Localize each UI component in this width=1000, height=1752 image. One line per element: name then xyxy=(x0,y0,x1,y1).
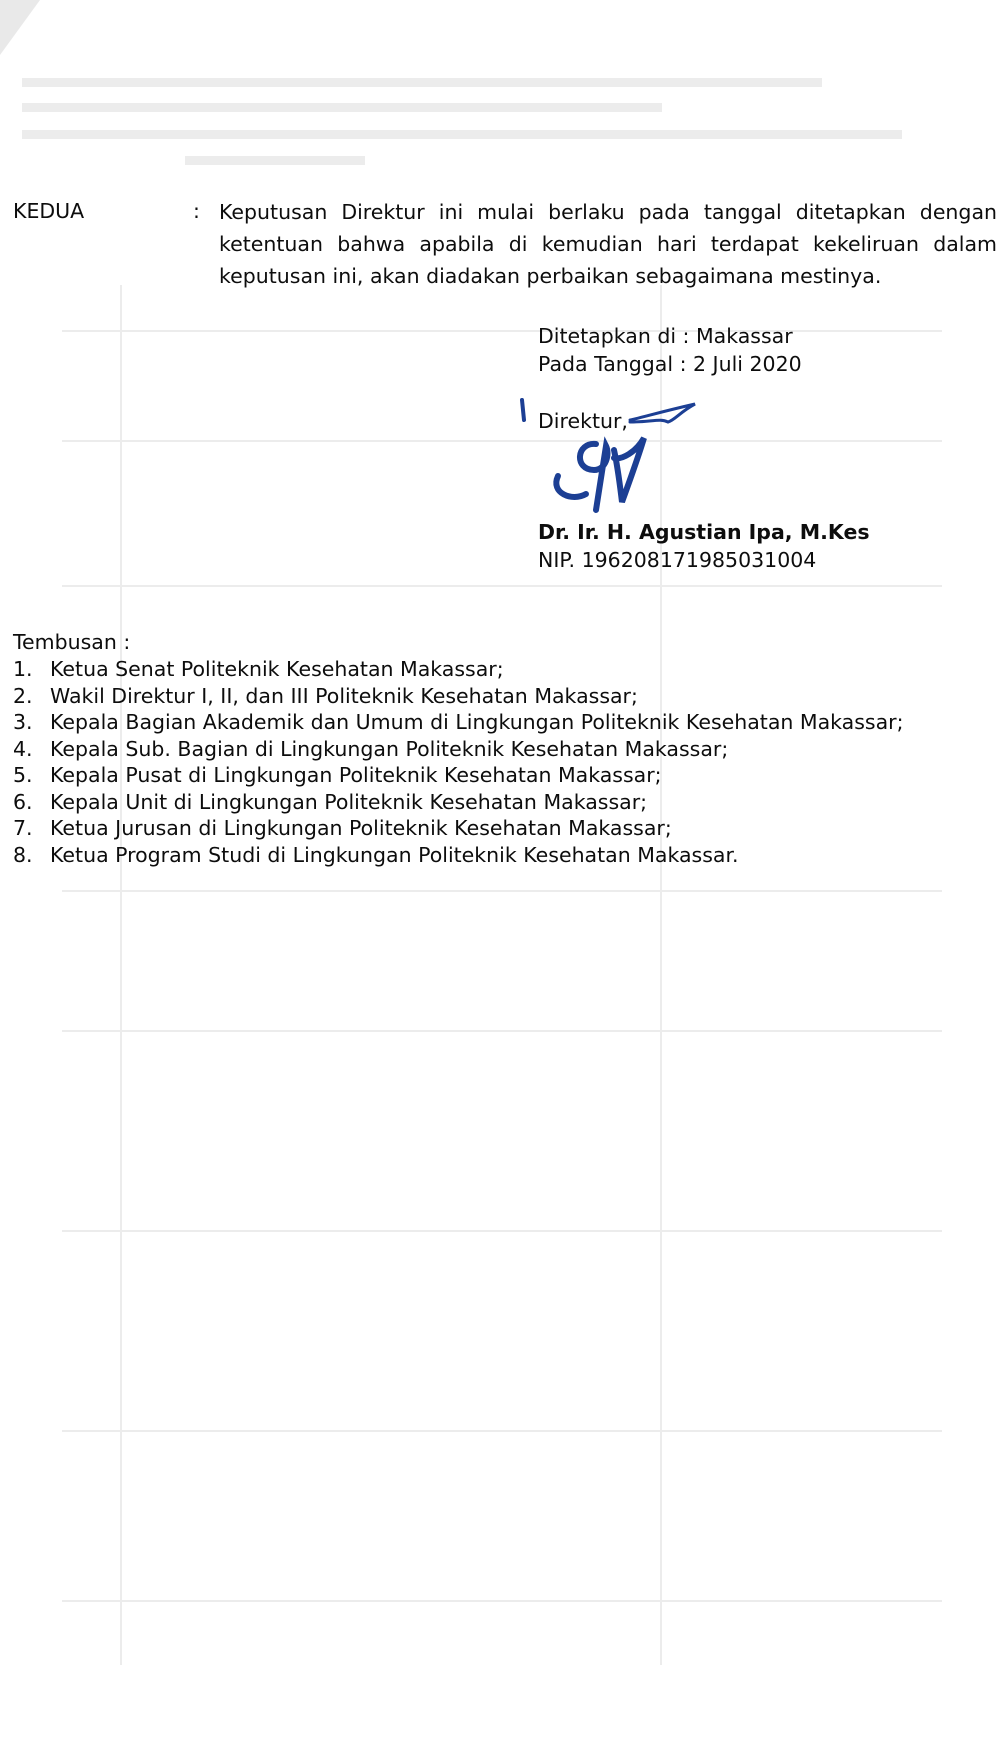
carbon-copy-title: Tembusan : xyxy=(13,630,131,654)
carbon-copy-list xyxy=(13,656,904,868)
list-item-number: 5. xyxy=(13,763,33,787)
list-item-text: Ketua Program Studi di Lingkungan Politeknik Kesehatan Makassar. xyxy=(50,842,739,867)
signatory-nip: NIP. 196208171985031004 xyxy=(538,548,817,572)
folded-corner xyxy=(0,0,40,55)
list-item-text: Ketua Jurusan di Lingkungan Politeknik Kesehatan Makassar; xyxy=(50,816,672,840)
enactment-date: Pada Tanggal : 2 Juli 2020 xyxy=(538,352,802,376)
list-item-text: Kepala Sub. Bagian di Lingkungan Politeknik Kesehatan Makassar; xyxy=(50,736,729,761)
list-item xyxy=(13,842,904,869)
list-item-text: Wakil Direktur I, II, dan III Politeknik Kesehatan Makassar; xyxy=(50,683,638,708)
list-item-text: Ketua Senat Politeknik Kesehatan Makassar; xyxy=(50,657,504,681)
handwritten-signature xyxy=(510,398,710,518)
list-item-text: Kepala Unit di Lingkungan Politeknik Kesehatan Makassar; xyxy=(50,789,648,814)
decision-label: KEDUA xyxy=(13,199,85,223)
list-item xyxy=(13,762,904,789)
list-item-text: Kepala Bagian Akademik dan Umum di Lingkungan Politeknik Kesehatan Makassar; xyxy=(50,710,904,734)
list-item-number: 1. xyxy=(13,657,33,681)
list-item-number: 6. xyxy=(13,789,33,814)
list-item-number: 4. xyxy=(13,736,33,761)
list-item-number: 7. xyxy=(13,816,33,840)
list-item-number: 3. xyxy=(13,710,33,734)
list-item-text: Kepala Pusat di Lingkungan Politeknik Kesehatan Makassar; xyxy=(50,763,662,787)
signatory-name: Dr. Ir. H. Agustian Ipa, M.Kes xyxy=(538,520,870,544)
list-item xyxy=(13,709,904,736)
list-item xyxy=(13,656,904,683)
list-item-number: 2. xyxy=(13,683,33,708)
signatory-position: Direktur, xyxy=(538,409,628,433)
enactment-place: Ditetapkan di : Makassar xyxy=(538,324,793,348)
list-item xyxy=(13,815,904,842)
list-item xyxy=(13,736,904,763)
list-item-number: 8. xyxy=(13,842,33,867)
list-item xyxy=(13,789,904,816)
list-item xyxy=(13,683,904,710)
decision-separator: : xyxy=(193,199,200,223)
decision-text: Keputusan Direktur ini mulai berlaku pada tanggal ditetapkan dengan ketentuan bahwa apabila di kemudian hari terdapat kekeliruan dalam keputusan ini, akan diadakan perbaikan sebagaimana mestinya. xyxy=(219,200,997,288)
